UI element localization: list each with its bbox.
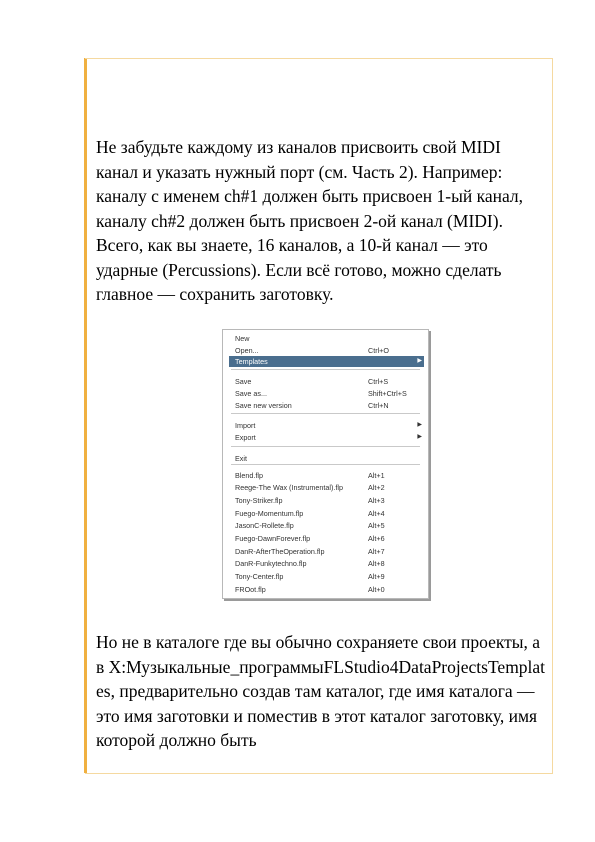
menu-item[interactable] [229, 520, 424, 531]
menu-item[interactable] [229, 546, 424, 557]
menu-separator [231, 413, 420, 414]
menu-item[interactable] [229, 356, 424, 367]
menu-separator [231, 464, 420, 465]
menu-item-shortcut: Alt+9 [368, 572, 385, 581]
menu-item[interactable] [229, 333, 424, 344]
menu-item-label: Reege-The Wax (Instrumental).flp [235, 483, 343, 492]
menu-item[interactable] [229, 482, 424, 493]
menu-item-shortcut: Alt+3 [368, 496, 385, 505]
submenu-arrow-icon: ▶ [417, 422, 422, 428]
menu-item[interactable] [229, 571, 424, 582]
menu-item-label: Tony-Striker.flp [235, 496, 283, 505]
menu-item[interactable] [229, 558, 424, 569]
menu-item-label: Blend.flp [235, 471, 263, 480]
menu-item-shortcut: Alt+6 [368, 534, 385, 543]
menu-item-label: DanR-AfterTheOperation.flp [235, 547, 325, 556]
menu-item-label: New [235, 334, 250, 343]
menu-item[interactable] [229, 470, 424, 481]
menu-item[interactable] [229, 508, 424, 519]
menu-item-label: Save new version [235, 401, 292, 410]
menu-separator [231, 369, 420, 370]
menu-item-label: Save as... [235, 389, 267, 398]
paragraph-2: Но не в каталоге где вы обычно сохраняете свои проекты, а в X:Музыкальные_программыFLStudio4DataProjectsTemplates, предварительно создав там каталог, где имя каталога — это имя заготовки и поместив в этот каталог заготовку, имя которой должно быть [96, 632, 546, 750]
menu-item[interactable] [229, 432, 424, 443]
menu-item-label: JasonC-Rollete.flp [235, 521, 294, 530]
file-menu-screenshot [222, 329, 429, 599]
menu-item[interactable] [229, 495, 424, 506]
menu-item-shortcut: Ctrl+O [368, 346, 389, 355]
menu-item-label: Tony-Center.flp [235, 572, 284, 581]
menu-item-label: Import [235, 421, 256, 430]
menu-item-shortcut: Alt+2 [368, 483, 385, 492]
menu-item-label: Fuego-DawnForever.flp [235, 534, 311, 543]
menu-item-shortcut: Shift+Ctrl+S [368, 389, 407, 398]
menu-item[interactable] [229, 388, 424, 399]
submenu-arrow-icon: ▶ [417, 358, 422, 364]
menu-item[interactable] [229, 400, 424, 411]
paragraph-1: Не забудьте каждому из каналов присвоить свой MIDI канал и указать нужный порт (см. Часть 2). Например: каналу с именем ch#1 должен быть присвоен 1-ый канал, каналу ch#2 должен быть присвоен 2-ой канал (MIDI). Всего, как вы знаете, 16 каналов, а 10-й канал — это ударные (Percussions). Если всё готово, можно сделать главное — сохранить заготовку. [96, 137, 523, 304]
menu-item-label: DanR-Funkytechno.flp [235, 559, 307, 568]
menu-item-label: Fuego-Momentum.flp [235, 509, 304, 518]
menu-item-shortcut: Ctrl+N [368, 401, 389, 410]
menu-item-label: Export [235, 433, 256, 442]
menu-item[interactable] [229, 345, 424, 356]
menu-item[interactable] [229, 376, 424, 387]
menu-item-shortcut: Alt+7 [368, 547, 385, 556]
menu-item[interactable] [229, 533, 424, 544]
menu-item-label: Templates [235, 357, 268, 366]
menu-item-label: Open... [235, 346, 259, 355]
menu-item-shortcut: Alt+1 [368, 471, 385, 480]
menu-item-shortcut: Alt+0 [368, 585, 385, 594]
menu-item-shortcut: Alt+5 [368, 521, 385, 530]
menu-item-label: Save [235, 377, 252, 386]
menu-item-shortcut: Alt+8 [368, 559, 385, 568]
menu-item-label: FROot.flp [235, 585, 266, 594]
menu-item[interactable] [229, 453, 424, 464]
menu-item-shortcut: Ctrl+S [368, 377, 389, 386]
menu-item-shortcut: Alt+4 [368, 509, 385, 518]
menu-separator [231, 446, 420, 447]
menu-item-label: Exit [235, 454, 247, 463]
submenu-arrow-icon: ▶ [417, 434, 422, 440]
menu-item[interactable] [229, 584, 424, 595]
menu-item[interactable] [229, 420, 424, 431]
